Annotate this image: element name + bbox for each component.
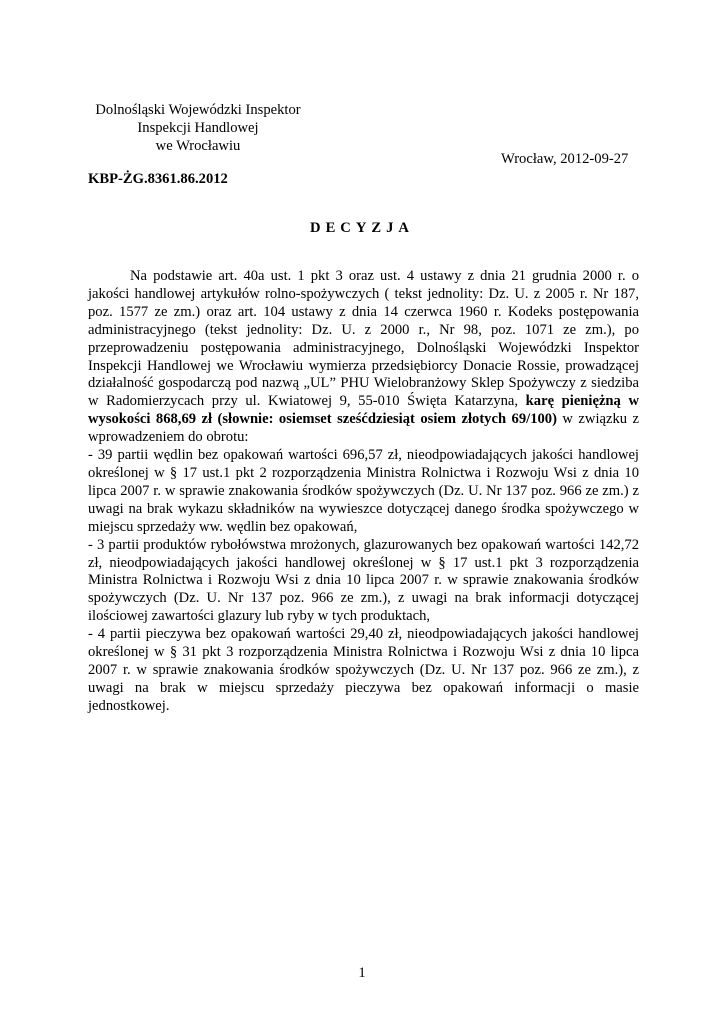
document-title: DECYZJA xyxy=(310,220,414,236)
intro-paragraph xyxy=(88,268,639,447)
issuer-block xyxy=(88,101,308,155)
reference-number: KBP-ŻG.8361.86.2012 xyxy=(88,171,228,187)
document-body xyxy=(88,268,639,716)
intro-text-1: Na podstawie art. 40a ust. 1 pkt 3 oraz ust. 4 ustawy z dnia 21 grudnia 2000 r. o jakości handlowej artykułów rolno-spożywczych ( tekst jednolity: Dz. U. z 2005 r. Nr 187, poz. 1577 ze zm.) oraz art. 104 ustawy z dnia 14 czerwca 1960 r. Kodeks postępowania administracyjnego (tekst jednolity: Dz. U. z 2000 r., Nr 98, poz. 1071 ze zm.), po przeprowadzeniu postępowania administracyjnego, Dolnośląski Wojewódzki Inspektor Inspekcji Handlowej we Wrocławiu wymierza przedsiębiorcy Donacie Rossie, prowadzącej działalność gospodarczą pod nazwą „UL” PHU Wielobranżowy Sklep Spożywczy z siedziba w Radomierzycach przy ul. Kwiatowej 9, 55-010 Święta Katarzyna, xyxy=(88,268,639,410)
list-item-sausages: - 39 partii wędlin bez opakowań wartości 696,57 zł, nieodpowiadających jakości handlowej określonej w § 17 ust.1 pkt 2 rozporządzenia Ministra Rolnictwa i Rozwoju Wsi z dnia 10 lipca 2007 r. w sprawie znakowania środków spożywczych (Dz. U. Nr 137 poz. 966 ze zm.) z uwagi na brak wykazu składników na wywieszce dotyczącej danego środka spożywczego w miejscu sprzedaży ww. wędlin bez opakowań, xyxy=(88,447,639,535)
page-number: 1 xyxy=(358,965,366,981)
issuer-line-3: we Wrocławiu xyxy=(155,138,241,154)
document-date: Wrocław, 2012-09-27 xyxy=(501,151,629,167)
list-item-fish: - 3 partii produktów rybołówstwa mrożonych, glazurowanych bez opakowań wartości 142,72 zł, nieodpowiadających jakości handlowej określonej w § 17 ust.1 pkt 3 rozporządzenia Ministra Rolnictwa i Rozwoju Wsi z dnia 10 lipca 2007 r. w sprawie znakowania środków spożywczych (Dz. U. Nr 137 poz. 966 ze zm.), z uwagi na brak informacji dotyczącej ilościowej zawartości glazury lub ryby w tych produktach, xyxy=(88,536,639,625)
list-item-bread: - 4 partii pieczywa bez opakowań wartości 29,40 zł, nieodpowiadających jakości handlowej określonej w § 31 pkt 3 rozporządzenia Ministra Rolnictwa i Rozwoju Wsi z dnia 10 lipca 2007 r. w sprawie znakowania środków spożywczych (Dz. U. Nr 137 poz. 966 ze zm.), z uwagi na brak w miejscu sprzedaży pieczywa bez opakowań informacji o masie jednostkowej. xyxy=(88,626,639,714)
penalty-amount: karę pieniężną w wysokości 868,69 zł (słownie: osiemset sześćdziesiąt osiem złotych 69/100) xyxy=(88,393,639,428)
intro-text-2: w związku z wprowadzeniem do obrotu: xyxy=(88,411,640,446)
issuer-line-2: Inspekcji Handlowej xyxy=(137,120,259,136)
issuer-line-1: Dolnośląski Wojewódzki Inspektor xyxy=(95,102,301,118)
